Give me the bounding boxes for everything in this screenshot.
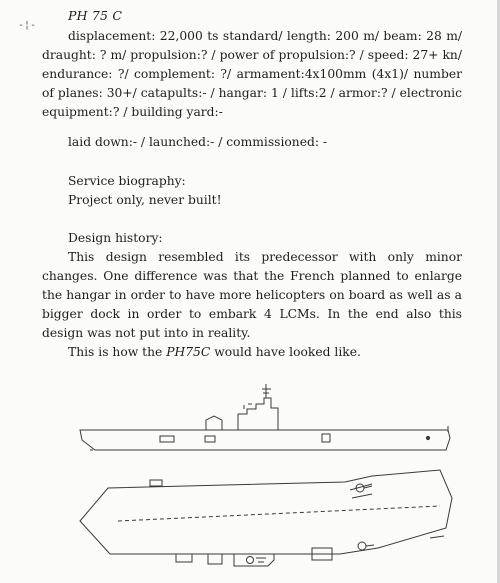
plan-sponson-mid bbox=[208, 554, 222, 564]
side-island bbox=[238, 398, 278, 430]
closing-ship-name: PH75C bbox=[166, 345, 211, 359]
side-profile bbox=[80, 384, 450, 450]
closing-suffix: would have looked like. bbox=[210, 345, 361, 359]
service-heading: Service biography: bbox=[68, 174, 186, 188]
plan-island-detail bbox=[256, 558, 266, 562]
ship-drawing bbox=[0, 378, 500, 583]
plan-sponson-aft bbox=[150, 480, 162, 486]
plan-bow-gun-barrel-2 bbox=[366, 545, 374, 546]
plan-bow-gun-2 bbox=[358, 542, 366, 550]
plan-view bbox=[80, 470, 452, 566]
plan-stern-tick bbox=[430, 536, 444, 538]
history-heading: Design history: bbox=[68, 231, 163, 245]
side-mast bbox=[262, 384, 271, 398]
specifications-paragraph: displacement: 22,000 ts standard/ length: 200 m/ beam: 28 m/ draught: ? m/ propulsion:? / power of propulsion:? / speed: 27+ kn/ endurance: ?/ complement: ?/ armament:4x100mm (4x1)/ number of planes: 30+/ catapults:- / hangar: 1 / lifts:2 / armor:? / electronic equipment:? / building yard:- bbox=[42, 29, 462, 119]
plan-deck-outline bbox=[80, 470, 452, 554]
service-text: Project only, never built! bbox=[68, 193, 222, 207]
side-boat-aft bbox=[205, 436, 215, 442]
history-text: This design resembled its predecessor with only minor changes. One difference was that the French planned to enlarge the hangar in order to have more helicopters on board as well as a bigger dock in order to embark 4 LCMs. In the end also this design was not put into in reality. bbox=[42, 250, 462, 340]
plan-centerline bbox=[118, 506, 440, 521]
plan-bow-markings bbox=[350, 484, 372, 498]
closing-prefix: This is how the bbox=[68, 345, 167, 359]
side-hull-port bbox=[322, 434, 330, 442]
side-hull-outline bbox=[80, 430, 450, 450]
closing-sentence bbox=[68, 345, 361, 359]
side-deck-gun-fore bbox=[206, 416, 222, 430]
cursor-crosshair-icon: -¦- bbox=[18, 20, 37, 31]
side-porthole bbox=[426, 436, 429, 439]
side-island-radar bbox=[244, 404, 252, 409]
plan-sponson-aft-2 bbox=[176, 554, 192, 562]
construction-dates: laid down:- / launched:- / commissioned: - bbox=[68, 135, 328, 149]
ship-title: PH 75 C bbox=[68, 8, 123, 23]
plan-island-radar bbox=[247, 557, 254, 564]
side-boat-mid bbox=[160, 436, 174, 442]
